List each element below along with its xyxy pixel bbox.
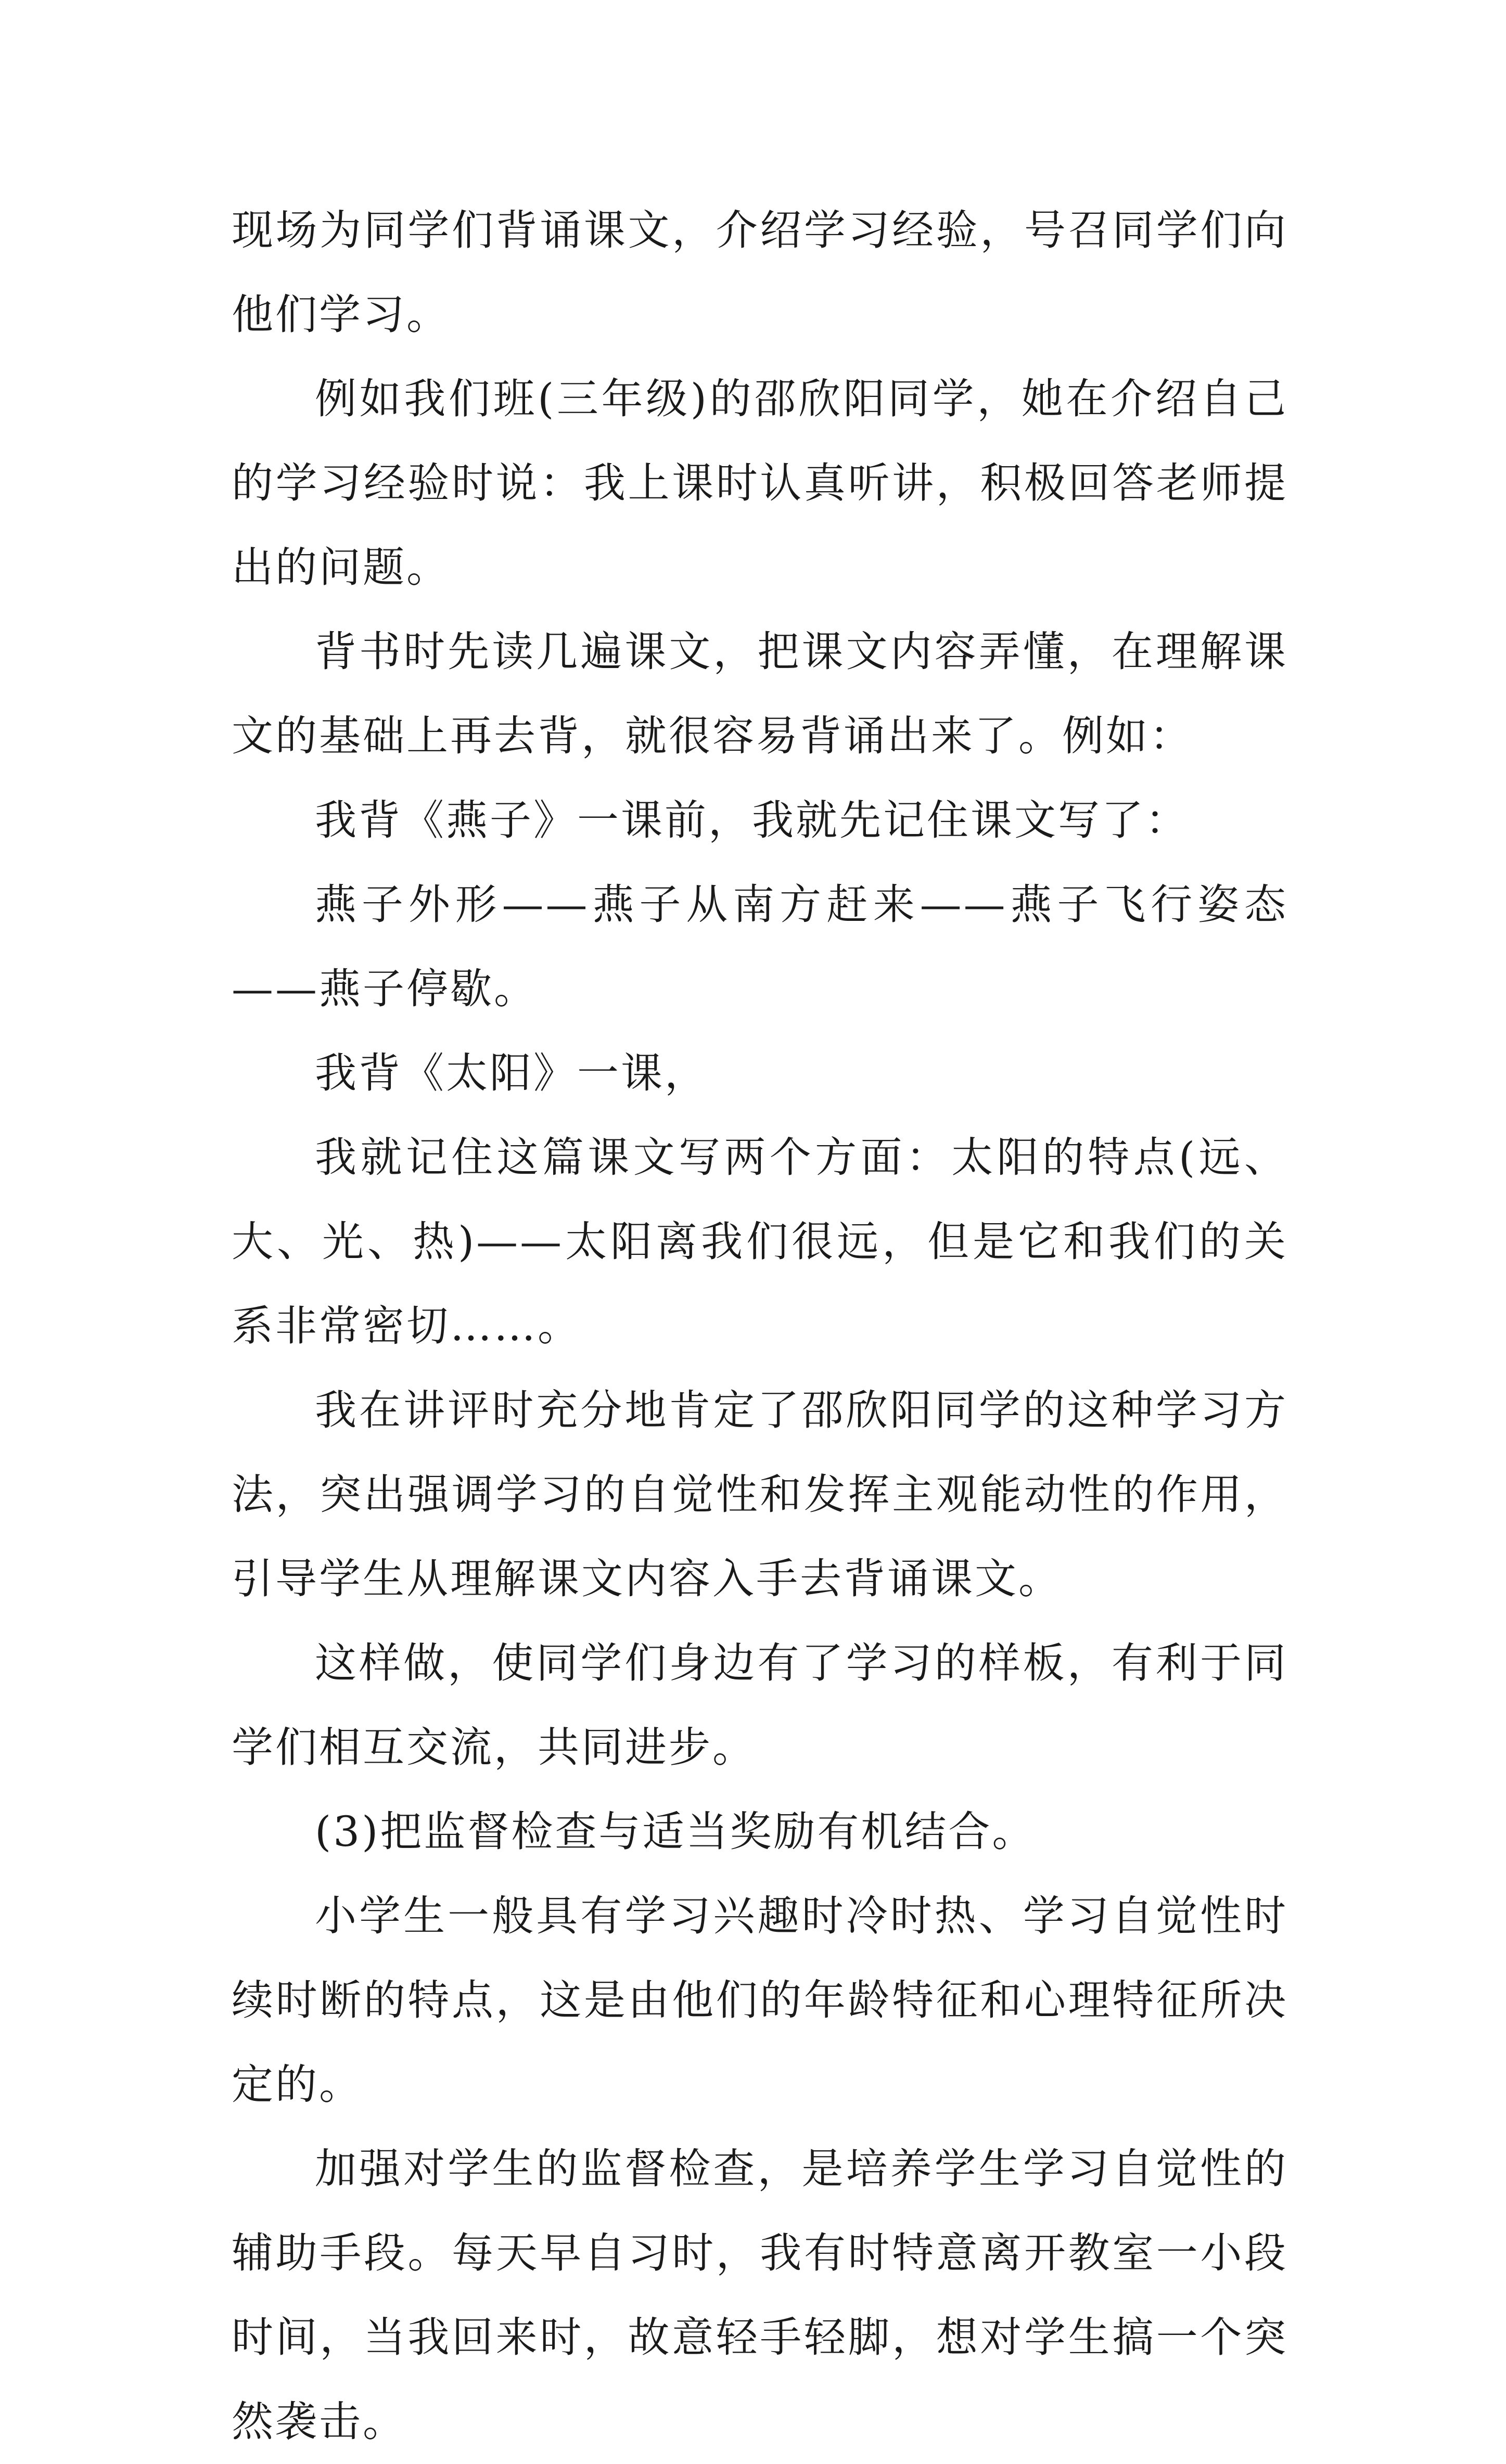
paragraph: 现场为同学们背诵课文，介绍学习经验，号召同学们向他们学习。 <box>232 206 1288 339</box>
paragraph: 这样做，使同学们身边有了学习的样板，有利于同学们相互交流，共同进步。 <box>232 1639 1288 1772</box>
document-body <box>232 188 1288 2464</box>
paragraph: 背书时先读几遍课文，把课文内容弄懂，在理解课文的基础上再去背，就很容易背诵出来了。例如： <box>232 627 1288 760</box>
paragraph: 我就记住这篇课文写两个方面：太阳的特点(远、大、光、热)——太阳离我们很远，但是它和我们的关系非常密切……。 <box>232 1133 1288 1350</box>
paragraph: 加强对学生的监督检查，是培养学生学习自觉性的辅助手段。每天早自习时，我有时特意离开教室一小段时间，当我回来时，故意轻手轻脚，想对学生搞一个突然袭击。 <box>232 2145 1288 2446</box>
paragraph: 例如我们班(三年级)的邵欣阳同学，她在介绍自己的学习经验时说：我上课时认真听讲，积极回答老师提出的问题。 <box>232 375 1288 592</box>
paragraph: 燕子外形——燕子从南方赶来——燕子飞行姿态——燕子停歇。 <box>232 880 1288 1013</box>
paragraph: (3)把监督检查与适当奖励有机结合。 <box>315 1807 1036 1856</box>
paragraph: 我在讲评时充分地肯定了邵欣阳同学的这种学习方法，突出强调学习的自觉性和发挥主观能动性的作用，引导学生从理解课文内容入手去背诵课文。 <box>232 1386 1288 1603</box>
paragraph: 我背《燕子》一课前，我就先记住课文写了： <box>315 796 1189 844</box>
paragraph: 小学生一般具有学习兴趣时冷时热、学习自觉性时续时断的特点，这是由他们的年龄特征和心理特征所决定的。 <box>232 1892 1288 2109</box>
paragraph: 我背《太阳》一课， <box>315 1049 708 1097</box>
